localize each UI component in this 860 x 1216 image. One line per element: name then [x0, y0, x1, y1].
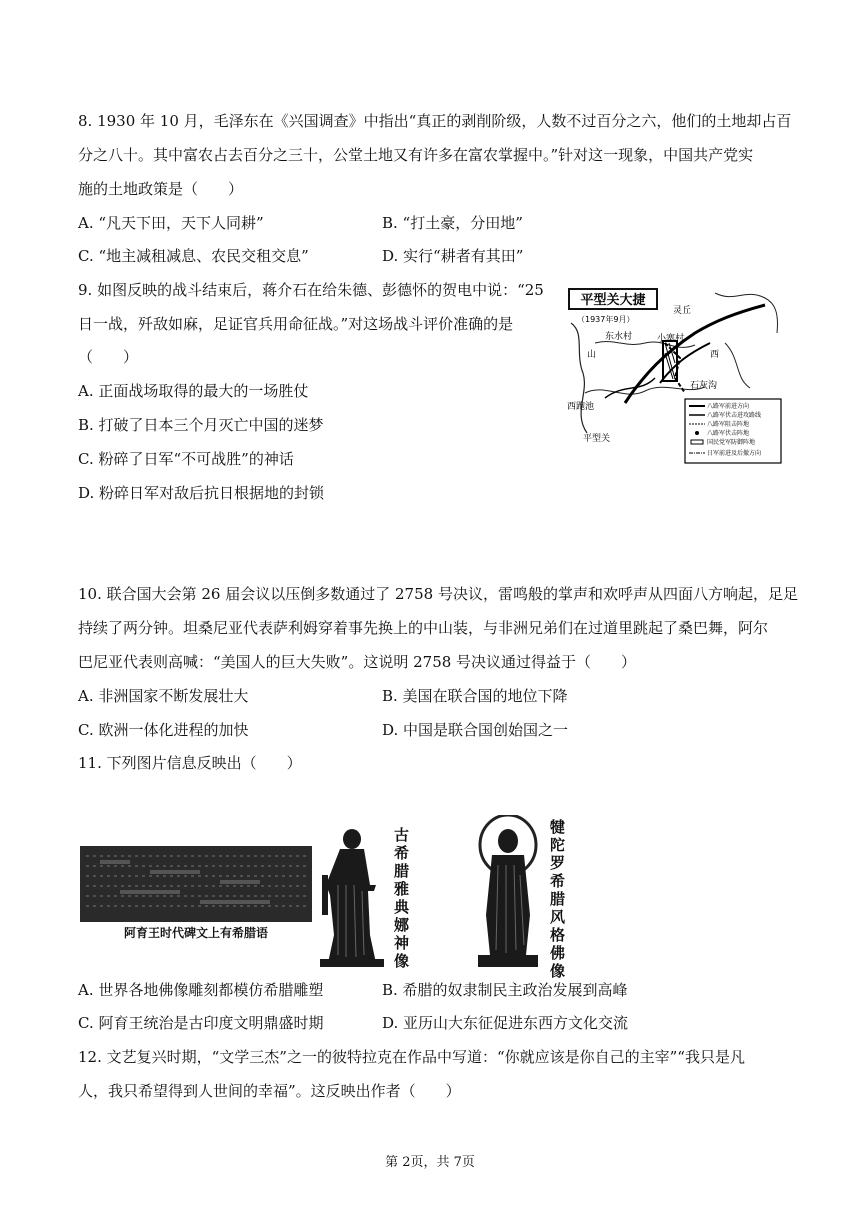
gandhara-buddha-image: [468, 815, 548, 970]
q10-option-c: C. 欧洲一体化进程的加快: [78, 721, 249, 739]
page-footer: 第 2页，共 7页: [385, 1155, 475, 1170]
map-date: （1937年9月）: [577, 315, 635, 324]
q8-option-b: B. “打土豪，分田地”: [382, 214, 523, 232]
q9-option-c: C. 粉碎了日军“不可战胜”的神话: [78, 450, 294, 468]
map-place-shan: 山: [587, 350, 597, 360]
athena-caption: 古希腊雅典娜神像: [394, 826, 410, 970]
q12-stem-line-1: 12. 文艺复兴时期，“文学三杰”之一的彼特拉克在作品中写道：“你就应该是你自己的主宰”“我只是凡: [78, 1048, 745, 1066]
q8-option-d: D. 实行“耕者有其田”: [382, 247, 524, 265]
q8-stem-line-3: 施的土地政策是（ ）: [78, 180, 244, 198]
inscription-caption: 阿育王时代碑文上有希腊语: [123, 926, 269, 940]
map-place-pingxingguan: 平型关: [583, 434, 611, 444]
q10-option-a: A. 非洲国家不断发展壮大: [78, 687, 249, 705]
q10-stem-line-2: 持续了两分钟。坦桑尼亚代表萨利姆穿着事先换上的中山装，与非洲兄弟们在过道里跳起了桑巴舞，阿尔: [78, 619, 769, 637]
q10-stem-line-1: 10. 联合国大会第 26 届会议以压倒多数通过了 2758 号决议，雷鸣般的掌声和欢呼声从四面八方响起，足足: [78, 585, 798, 603]
buddha-caption: 犍陀罗希腊风格佛像: [550, 818, 566, 980]
map-place-xipaochi: 西跑池: [567, 402, 595, 412]
map-legend-6: 日军前进及后撤方向: [707, 450, 762, 457]
map-title: 平型关大捷: [580, 293, 646, 308]
map-place-xi: 西: [710, 350, 720, 360]
map-legend-1: 八路军前进方向: [707, 403, 750, 410]
q9-option-d: D. 粉碎日军对敌后抗日根据地的封锁: [78, 484, 325, 502]
q10-option-d: D. 中国是联合国创始国之一: [382, 721, 569, 739]
q9-stem-line-3: （ ）: [78, 348, 139, 366]
q10-option-b: B. 美国在联合国的地位下降: [382, 687, 568, 705]
q11-option-a: A. 世界各地佛像雕刻都模仿希腊雕塑: [78, 981, 324, 999]
q12-stem-line-2: 人，我只希望得到人世间的幸福”。这反映出作者（ ）: [78, 1082, 461, 1100]
q8-option-c: C. “地主减租减息、农民交租交息”: [78, 247, 309, 265]
q11-option-b: B. 希腊的奴隶制民主政治发展到高峰: [382, 981, 628, 999]
map-legend-5: 国民党军防御阵地: [707, 439, 756, 446]
pingxingguan-battle-map: [565, 283, 783, 465]
map-legend-3: 八路军阻击阵地: [707, 421, 750, 428]
map-place-lingqiu: 灵丘: [673, 306, 692, 316]
map-legend-2: 八路军伏击进攻路线: [707, 412, 762, 419]
map-place-xiaozhaicun: 小寨村: [657, 334, 685, 344]
map-place-shihuigou: 石灰沟: [690, 381, 718, 391]
ashoka-inscription-image: [80, 846, 312, 942]
q10-stem-line-3: 巴尼亚代表则高喊：“美国人的巨大失败”。这说明 2758 号决议通过得益于（ ）: [78, 653, 637, 671]
q8-stem-line-2: 分之八十。其中富农占去百分之三十，公堂土地又有许多在富农掌握中。”针对这一现象，中国共产党实: [78, 146, 754, 164]
q11-stem: 11. 下列图片信息反映出（ ）: [78, 754, 302, 772]
q8-option-a: A. “凡天下田，天下人同耕”: [78, 214, 264, 232]
q8-stem-line-1: 8. 1930 年 10 月，毛泽东在《兴国调查》中指出“真正的剥削阶级，人数不过百分之六，他们的土地却占百: [78, 112, 792, 130]
map-place-dongshuicun: 东水村: [605, 332, 633, 342]
q11-option-d: D. 亚历山大东征促进东西方文化交流: [382, 1014, 629, 1032]
q9-stem-line-2: 日一战，歼敌如麻，足证官兵用命征战。”对这场战斗评价准确的是: [78, 315, 514, 333]
q9-stem-line-1: 9. 如图反映的战斗结束后，蒋介石在给朱德、彭德怀的贺电中说：“25: [78, 281, 544, 299]
q9-option-a: A. 正面战场取得的最大的一场胜仗: [78, 382, 309, 400]
q9-option-b: B. 打破了日本三个月灭亡中国的迷梦: [78, 416, 324, 434]
map-legend-4: 八路军伏击阵地: [707, 430, 750, 437]
q11-option-c: C. 阿育王统治是古印度文明鼎盛时期: [78, 1014, 324, 1032]
